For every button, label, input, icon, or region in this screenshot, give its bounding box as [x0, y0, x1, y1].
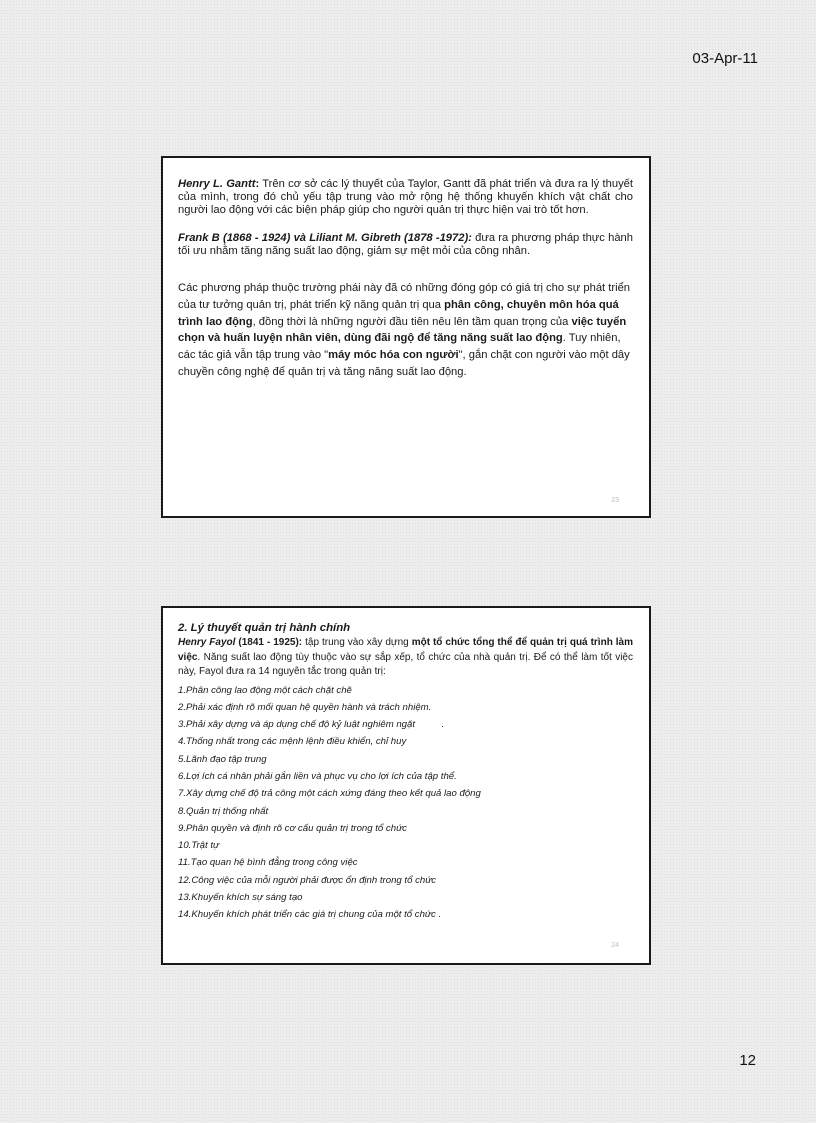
principle-item: 5.Lãnh đạo tập trung	[178, 753, 267, 765]
bold-segment: một tổ chức tổng thể để quản trị quá trình làm việc	[178, 637, 633, 663]
principle-item: 7.Xây dựng chế độ trả công một cách xứng đáng theo kết quả lao động	[178, 788, 481, 800]
principle-item: 11.Tạo quan hệ bình đẳng trong công việc	[178, 857, 358, 869]
text-segment: Các phương pháp thuộc trường phái này đã có những đóng góp có giá trị cho sự phát triển của tư tưởng quản trị, phát triển kỹ năng quản trị qua	[178, 282, 631, 311]
slide-number: 24	[611, 942, 619, 949]
bold-segment: việc tuyển chọn và huấn luyện nhân viên, dùng đãi ngộ để tăng năng suất lao động	[178, 315, 627, 345]
principle-item: 2.Phải xác định rõ mối quan hệ quyền hành và trách nhiệm.	[178, 701, 432, 713]
author-name: Henry Fayol	[178, 637, 236, 648]
author-names: Frank B (1868 - 1924) và Liliant M. Gibreth (1878 -1972):	[178, 231, 472, 244]
principles-list	[178, 682, 633, 924]
principle-item: 4.Thống nhất trong các mệnh lệnh điều khiển, chỉ huy	[178, 736, 407, 748]
text-segment: ", gắn chặt con người vào một dây chuyền công nghệ để quản trị và tăng năng suất lao động.	[178, 349, 630, 379]
principle-item: 8.Quản trị thống nhất	[178, 805, 269, 817]
fayol-intro	[178, 636, 633, 680]
paragraph-conclusion	[178, 280, 633, 381]
principle-item: 13.Khuyến khích sự sáng tạo	[178, 892, 303, 904]
slide-23	[161, 156, 651, 518]
text-segment: . Năng suất lao động tùy thuộc vào sự sắp xếp, tổ chức của nhà quản trị. Để có thể làm tốt việc này, Fayol đưa ra 14 nguyên tắc trong quản trị:	[178, 651, 633, 677]
paragraph-text: Trên cơ sở các lý thuyết của Taylor, Gantt đã phát triển và đưa ra lý thuyết của mình, trong đó chủ yếu tập trung vào mở rộng hệ thống khuyến khích vật chất cho người lao động với các biện pháp giúp cho người quản trị thực hiện vai trò tốt hơn.	[178, 178, 634, 217]
bold-segment: phân công, chuyên môn hóa quá trình lao động	[178, 298, 619, 328]
text-segment: . Tuy nhiên, các tác giả vẫn tập trung vào "	[178, 332, 621, 362]
principle-item: 9.Phân quyền và định rõ cơ cấu quản trị trong tổ chức	[178, 822, 407, 834]
author-years: (1841 - 1925):	[235, 637, 303, 648]
principle-item: 14.Khuyến khích phát triển các giá trị chung của một tổ chức .	[178, 909, 442, 921]
principle-item: 10.Trật tự	[178, 840, 220, 852]
principle-item: 3.Phải xây dựng và áp dụng chế độ kỷ luật nghiêm ngặt .	[178, 719, 445, 731]
paragraph-gilbreth	[178, 232, 633, 258]
text-segment: , đồng thời là những người đầu tiên nêu lên tầm quan trọng của	[252, 315, 572, 328]
principle-item: 6.Lợi ích cá nhân phải gắn liền và phục vụ cho lợi ích của tập thể.	[178, 770, 457, 782]
header-date: 03-Apr-11	[692, 50, 758, 67]
page-number: 12	[739, 1052, 756, 1069]
bold-segment: máy móc hóa con người	[328, 349, 459, 362]
slide-24	[161, 606, 651, 965]
slide-title: 2. Lý thuyết quản trị hành chính	[178, 622, 351, 634]
paragraph-text: đưa ra phương pháp thực hành tối ưu nhằm tăng năng suất lao động, giảm sự mệt mỏi của công nhân.	[178, 231, 633, 257]
paragraph-gantt	[178, 178, 633, 218]
principle-item: 12.Công việc của mỗi người phải được ổn định trong tổ chức	[178, 874, 437, 886]
slide-number: 23	[611, 497, 619, 504]
text-segment: tập trung vào xây dựng	[302, 637, 412, 648]
principle-item: 1.Phân công lao động một cách chặt chẽ	[178, 684, 352, 696]
author-name: Henry L. Gantt	[178, 178, 256, 190]
author-colon: :	[255, 178, 260, 190]
